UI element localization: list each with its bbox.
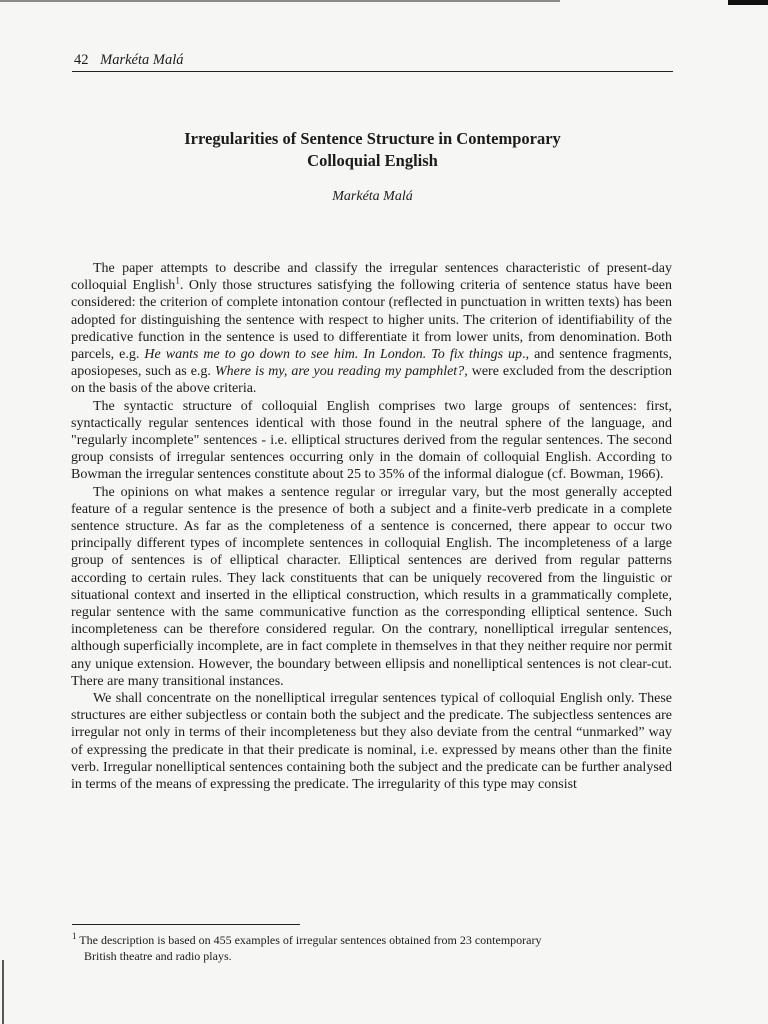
paragraph-1 xyxy=(71,260,672,398)
p1-text-b: . Only those structures satisfying the following criteria of sentence status have been considered: the criterion of complete intonation contour (reflected in punctuation in written texts) has been adopted for distinguishing the sentence with respect to higher units. The criterion of identifiability of the predicative function in the sentence is used to differentiate it from lower units, from denomination. Both parcels, e.g. xyxy=(71,278,673,363)
example-parcel: He wants me to go down to see him. In London. To fix things up xyxy=(144,347,523,363)
p1-text-d: , were excluded from the description on the basis of the above criteria. xyxy=(71,364,672,397)
footnote-marker: 1 xyxy=(72,931,77,941)
footnote-line-2: British theatre and radio plays. xyxy=(84,949,232,963)
paragraph-2: The syntactic structure of colloquial English comprises two large groups of sentences: first, syntactically regular sentences identical with those found in the neutral sphere of the language, and "regularly incomplete" sentences - i.e. elliptical structures derived from the regular sentences. The second group consists of irregular sentences occurring only in the domain of colloquial English. According to Bowman the irregular sentences constitute about 25 to 35% of the informal dialogue (cf. Bowman, 1966). xyxy=(71,398,672,483)
footnote xyxy=(72,932,673,964)
footnote-ref: 1 xyxy=(175,275,180,286)
p1-text-a: The paper attempts to describe and classify the irregular sentences characteristic of present-day colloquial English xyxy=(71,261,672,294)
running-head xyxy=(74,51,674,69)
article-byline: Markéta Malá xyxy=(332,189,413,204)
running-head-author: Markéta Malá xyxy=(100,52,184,68)
page-number: 42 xyxy=(74,52,89,68)
example-aposiopesis: Where is my, are you reading my pamphlet? xyxy=(214,364,465,380)
article-title xyxy=(72,128,673,172)
footnote-text-1: The description is based on 455 examples of irregular sentences obtained from 23 contemporary xyxy=(76,933,542,947)
scan-mark xyxy=(728,0,768,5)
footnote-rule xyxy=(72,924,300,925)
paragraph-3: The opinions on what makes a sentence regular or irregular vary, but the most generally accepted feature of a regular sentence is the presence of both a subject and a finite-verb predicate in a complete sentence structure. As far as the completeness of a sentence is concerned, there appear to occur two principally different types of incomplete sentences in colloquial English. The incompleteness of a large group of sentences is of elliptical character. Elliptical sentences are derived from regular patterns according to certain rules. They lack constituents that can be uniquely recovered from the linguistic or situational context and inserted in the elliptical construction, which results in a grammatically complete, regular sentence with the same communicative function as the corresponding elliptical sentence. Such incompleteness can be therefore considered regular. On the contrary, nonelliptical irregular sentences, although superficially incomplete, are in fact complete in themselves in that they neither require nor permit any unique extension. However, the boundary between ellipsis and nonelliptical sentences is not clear-cut. There are many transitional instances. xyxy=(71,484,672,689)
body-text xyxy=(71,260,672,793)
title-line-1: Irregularities of Sentence Structure in Contemporary xyxy=(184,129,561,148)
header-rule xyxy=(72,71,673,72)
scan-border-top xyxy=(0,0,560,2)
scan-edge xyxy=(2,960,4,1024)
p1-text-c: ., and sentence fragments, aposiopeses, such as e.g. xyxy=(71,347,672,380)
title-line-2: Colloquial English xyxy=(307,151,438,170)
paragraph-4: We shall concentrate on the nonelliptical irregular sentences typical of colloquial English only. These structures are either subjectless or contain both the subject and the predicate. The subjectless sentences are irregular not only in terms of their incompleteness but they also deviate from the central “unmarked” way of expressing the predicate in that their predicate is nominal, i.e. expressed by means other than the finite verb. Irregular nonelliptical sentences containing both the subject and the predicate can be further analysed in terms of the means of expressing the predicate. The irregularity of this type may consist xyxy=(71,691,672,793)
footnote-line-1 xyxy=(72,932,673,948)
